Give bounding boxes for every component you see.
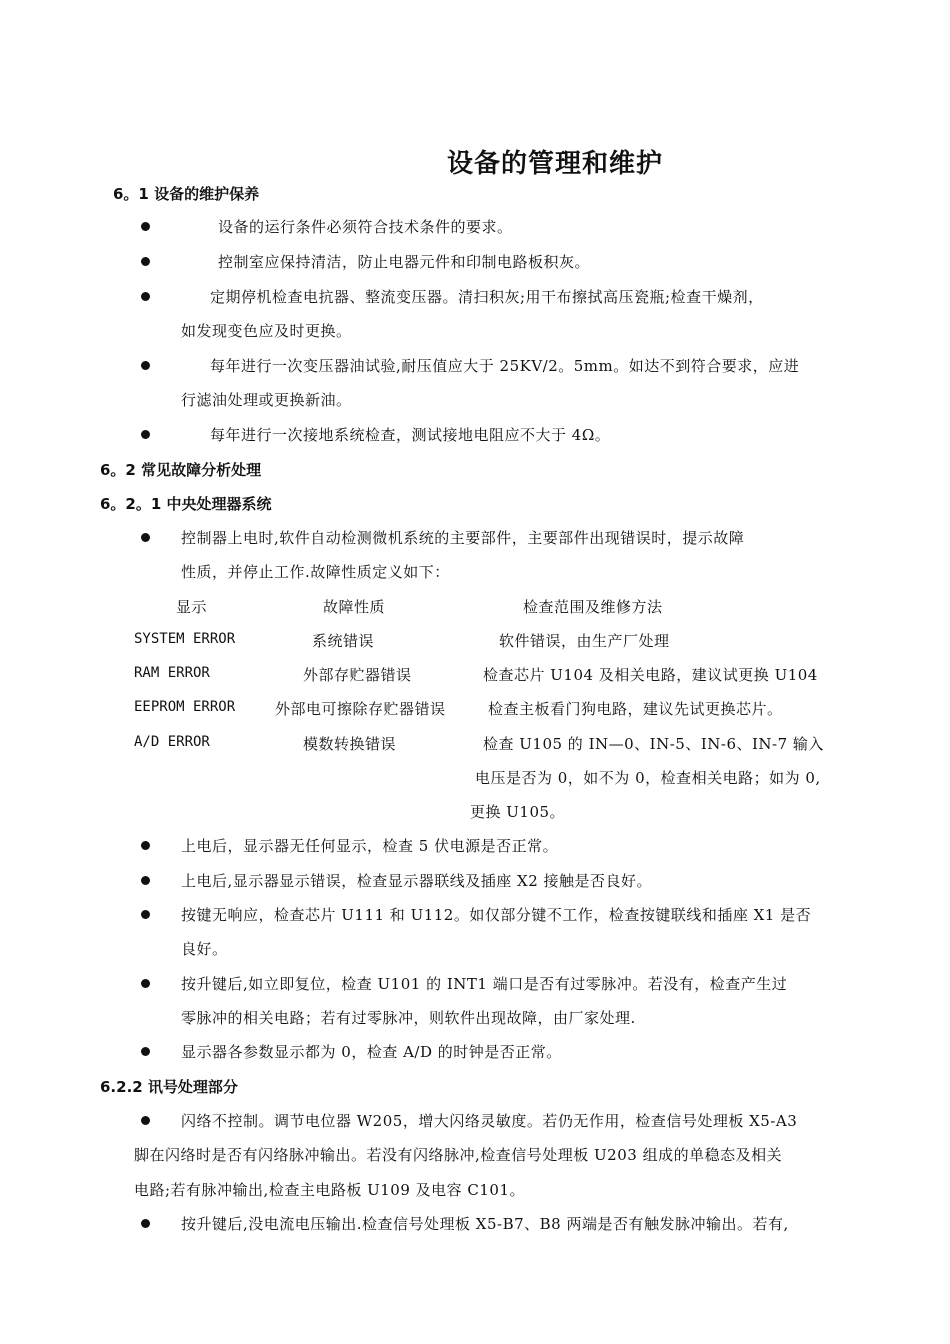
paragraph: 脚在闪络时是否有闪络脉冲输出。若没有闪络脉冲,检查信号处理板 U203 组成的单稳态及相关 <box>134 1146 783 1164</box>
table-header-method: 检查范围及维修方法 <box>523 598 663 616</box>
bullet-icon <box>141 1047 150 1056</box>
table-cell: SYSTEM ERROR <box>134 631 236 647</box>
section-heading-6-2: 6。2 常见故障分析处理 <box>100 461 262 479</box>
table-cell: 更换 U105。 <box>470 803 566 821</box>
bullet-icon <box>141 533 150 542</box>
table-cell: RAM ERROR <box>134 665 210 681</box>
paragraph: 设备的运行条件必须符合技术条件的要求。 <box>218 218 513 236</box>
bullet-icon <box>141 1219 150 1228</box>
subsection-heading-6-2-2: 6.2.2 讯号处理部分 <box>100 1078 238 1096</box>
paragraph: 行滤油处理或更换新油。 <box>181 391 352 409</box>
bullet-icon <box>141 910 150 919</box>
bullet-icon <box>141 979 150 988</box>
paragraph: 电路;若有脉冲输出,检查主电路板 U109 及电容 C101。 <box>134 1181 526 1199</box>
table-cell: 电压是否为 0，如不为 0，检查相关电路；如为 0, <box>475 769 821 787</box>
paragraph: 零脉冲的相关电路；若有过零脉冲，则软件出现故障，由厂家处理. <box>181 1009 636 1027</box>
paragraph: 每年进行一次接地系统检查，测试接地电阻应不大于 4Ω。 <box>210 426 611 444</box>
table-cell: 检查 U105 的 IN—0、IN-5、IN-6、IN-7 输入 <box>483 735 824 753</box>
table-cell: 外部电可擦除存贮器错误 <box>275 700 446 718</box>
table-header-display: 显示 <box>176 598 208 616</box>
bullet-icon <box>141 841 150 850</box>
table-cell: 模数转换错误 <box>303 735 397 753</box>
table-cell: 检查主板看门狗电路，建议先试更换芯片。 <box>488 700 783 718</box>
bullet-icon <box>141 430 150 439</box>
paragraph: 显示器各参数显示都为 0，检查 A/D 的时钟是否正常。 <box>181 1043 562 1061</box>
paragraph: 性质，并停止工作.故障性质定义如下： <box>181 563 450 581</box>
section-heading-6-1: 6。1 设备的维护保养 <box>113 185 260 203</box>
subsection-heading-6-2-1: 6。2。1 中央处理器系统 <box>100 495 272 513</box>
paragraph: 控制器上电时,软件自动检测微机系统的主要部件，主要部件出现错误时，提示故障 <box>181 529 745 547</box>
table-cell: EEPROM ERROR <box>134 699 236 715</box>
paragraph: 定期停机检查电抗器、整流变压器。清扫积灰;用干布擦拭高压瓷瓶;检查干燥剂， <box>210 288 764 306</box>
bullet-icon <box>141 361 150 370</box>
page-title: 设备的管理和维护 <box>446 149 663 179</box>
paragraph: 上电后，显示器无任何显示，检查 5 伏电源是否正常。 <box>181 837 559 855</box>
table-cell: A/D ERROR <box>134 734 210 750</box>
paragraph: 按升键后,没电流电压输出.检查信号处理板 X5-B7、B8 两端是否有触发脉冲输出。若有, <box>181 1215 789 1233</box>
paragraph: 良好。 <box>181 940 228 958</box>
bullet-icon <box>141 1116 150 1125</box>
paragraph: 按升键后,如立即复位，检查 U101 的 INT1 端口是否有过零脉冲。若没有，检查产生过 <box>181 975 788 993</box>
table-header-fault: 故障性质 <box>323 598 386 616</box>
table-cell: 软件错误，由生产厂处理 <box>499 632 670 650</box>
bullet-icon <box>141 222 150 231</box>
paragraph: 上电后,显示器显示错误，检查显示器联线及插座 X2 接触是否良好。 <box>181 872 653 890</box>
table-cell: 系统错误 <box>312 632 375 650</box>
bullet-icon <box>141 257 150 266</box>
paragraph: 按键无响应，检查芯片 U111 和 U112。如仅部分键不工作，检查按键联线和插座 X1 是否 <box>181 906 812 924</box>
table-cell: 检查芯片 U104 及相关电路，建议试更换 U104 <box>483 666 818 684</box>
table-cell: 外部存贮器错误 <box>303 666 412 684</box>
paragraph: 每年进行一次变压器油试验,耐压值应大于 25KV/2。5mm。如达不到符合要求，应进 <box>210 357 800 375</box>
paragraph: 控制室应保持清洁，防止电器元件和印制电路板积灰。 <box>218 253 591 271</box>
bullet-icon <box>141 876 150 885</box>
bullet-icon <box>141 292 150 301</box>
paragraph: 如发现变色应及时更换。 <box>181 322 352 340</box>
paragraph: 闪络不控制。调节电位器 W205，增大闪络灵敏度。若仍无作用，检查信号处理板 X5-A3 <box>181 1112 798 1130</box>
